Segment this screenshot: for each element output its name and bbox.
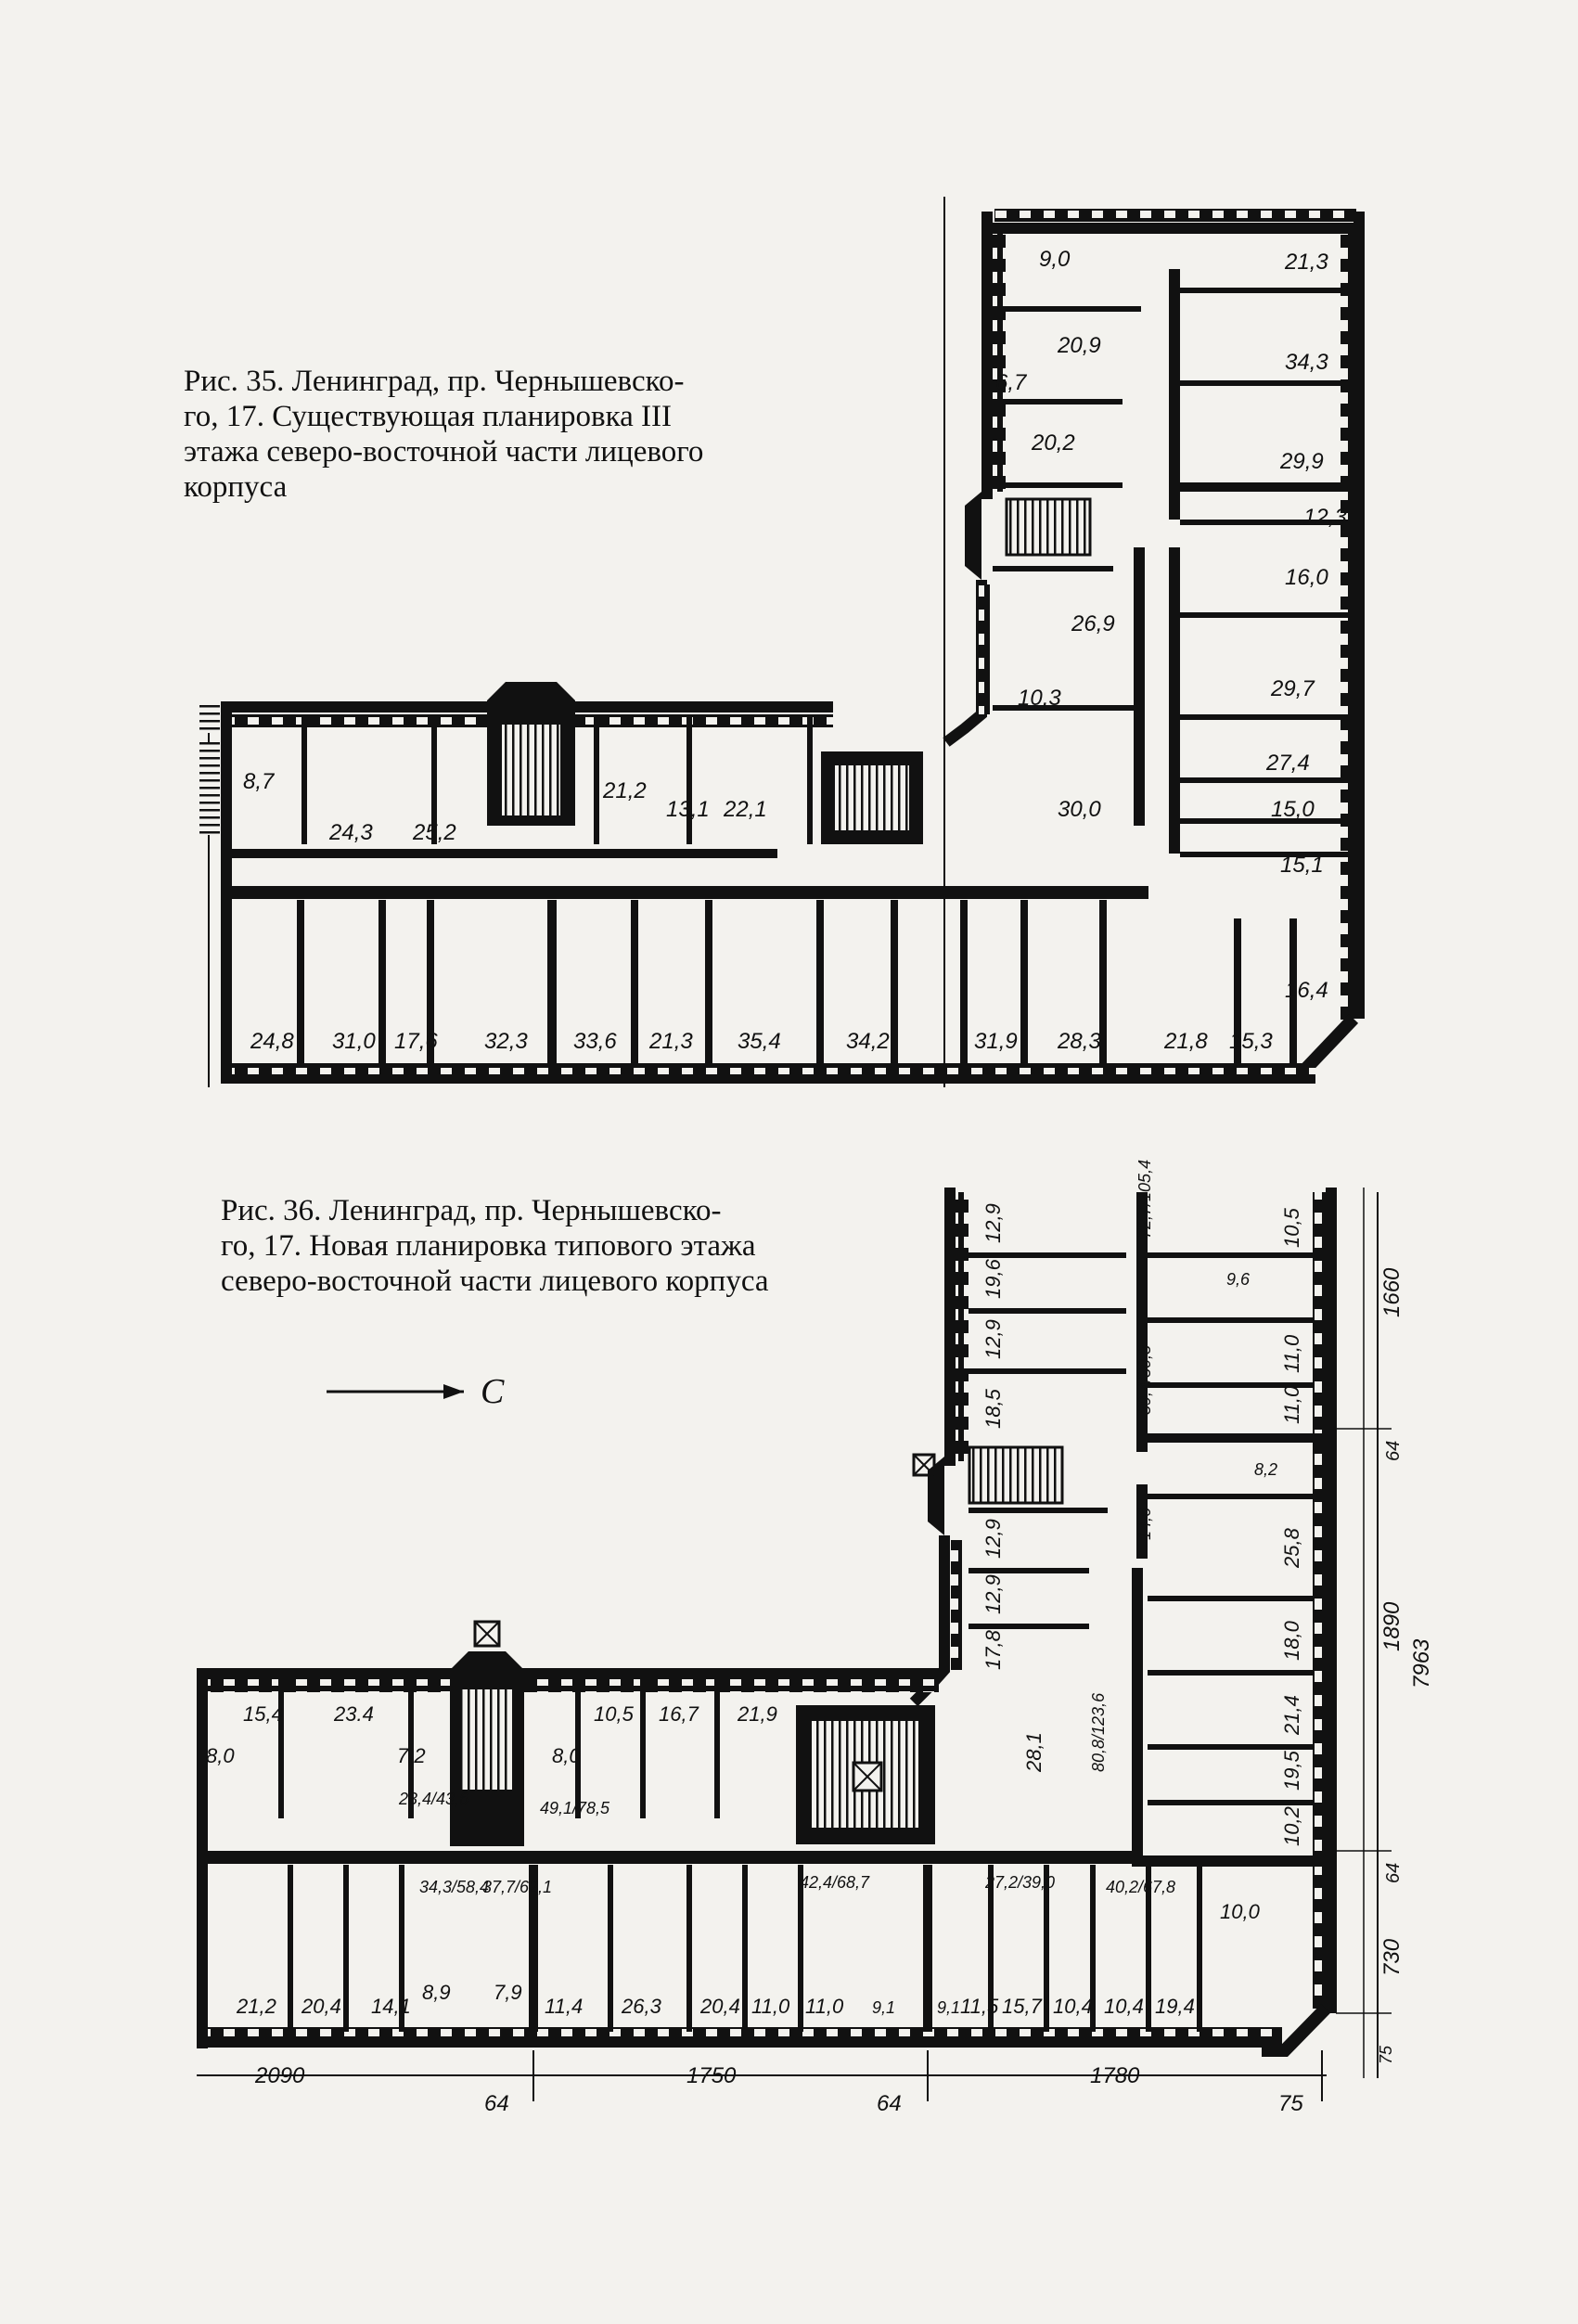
wall — [944, 1188, 956, 1466]
room-area-label: 10,4 — [1104, 1995, 1144, 2018]
dimension-label: 1660 — [1379, 1267, 1405, 1317]
window-strip — [197, 1679, 939, 1692]
dimension-label: 64 — [1383, 1440, 1404, 1461]
room-area-label: 15,3 — [1229, 1029, 1273, 1054]
room-area-label: 8,0 — [206, 1744, 235, 1767]
room-area-label: 31,0 — [332, 1029, 376, 1054]
dimension-label: 1750 — [686, 2063, 737, 2088]
wall — [993, 705, 1141, 711]
caption-line: этажа северо-восточной части лицевого — [184, 435, 704, 469]
room-area-label: 12,9 — [981, 1574, 1005, 1614]
room-area-label: 18,5 — [981, 1389, 1005, 1429]
wall — [1180, 380, 1354, 386]
room-area-label: 6,7 — [995, 370, 1027, 395]
room-area-label: 7,9 — [494, 1981, 522, 2004]
room-area-label: 21,3 — [649, 1029, 693, 1054]
room-area-label: 11,5 — [960, 1995, 999, 2018]
room-area-label: 29,9 — [1280, 449, 1324, 474]
wall — [1353, 212, 1365, 1019]
fraction-label: 27,2/39,0 — [985, 1873, 1056, 1892]
room-area-label: 13,1 — [666, 797, 710, 822]
room-area-label: 12,3 — [1303, 505, 1347, 530]
room-area-label: 20,4 — [700, 1995, 740, 2018]
room-area-label: 25,2 — [413, 820, 456, 845]
wall — [1132, 1568, 1143, 1865]
room-area-label: 11,0 — [1280, 1385, 1303, 1424]
window-strip — [993, 223, 1006, 492]
dimension-label: 64 — [877, 2091, 902, 2116]
room-area-label: 11,0 — [751, 1995, 790, 2018]
wall — [1132, 1855, 1327, 1867]
wall — [1134, 547, 1145, 826]
wall — [1169, 547, 1180, 854]
wall — [221, 849, 777, 858]
room-area-label: 24,3 — [329, 820, 373, 845]
facade-detail — [199, 742, 220, 835]
room-area-label: 19,4 — [1155, 1995, 1195, 2018]
staircase — [501, 724, 561, 816]
room-area-label: 10,2 — [1280, 1806, 1303, 1846]
wall — [993, 482, 1123, 488]
room-area-label: 15,0 — [1271, 797, 1315, 822]
room-area-label: 20,4 — [301, 1995, 341, 2018]
room-area-label: 31,9 — [974, 1029, 1018, 1054]
wall — [981, 212, 993, 499]
fraction-label: 49,1/78,5 — [540, 1799, 610, 1817]
room-area-label: 25,8 — [1280, 1528, 1303, 1568]
window-strip — [197, 2027, 1282, 2040]
stacked-label: 39,4/30,3 — [1135, 1344, 1154, 1415]
room-area-label: 21,2 — [237, 1995, 276, 2018]
room-area-label: 21,4 — [1280, 1695, 1303, 1735]
dimension-label: 1890 — [1379, 1601, 1405, 1651]
wall — [221, 886, 1148, 899]
room-area-label: 30,0 — [1058, 797, 1101, 822]
room-area-label: 21,2 — [603, 778, 647, 803]
room-area-label: 10,5 — [594, 1702, 634, 1726]
room-area-label: 11,4 — [545, 1995, 584, 2018]
room-area-label: 32,3 — [484, 1029, 528, 1054]
room-area-label: 35,4 — [738, 1029, 781, 1054]
room-area-label: 19,6 — [981, 1259, 1005, 1299]
compass-north-label: С — [481, 1372, 505, 1411]
room-labels-35 — [243, 247, 1347, 1054]
room-area-label: 10,4 — [1053, 1995, 1093, 2018]
room-area-label: 8,0 — [552, 1744, 581, 1767]
room-area-label: 21,8 — [1164, 1029, 1208, 1054]
compass-arrow — [327, 1372, 505, 1411]
wall — [1180, 612, 1354, 618]
room-area-label: 26,9 — [1071, 611, 1115, 636]
fraction-label: 40,2/67,8 — [1106, 1878, 1176, 1896]
room-area-label: 20,2 — [1032, 430, 1075, 456]
stair-bay — [965, 492, 981, 580]
staircase — [459, 1688, 515, 1791]
room-area-label: 22,1 — [724, 797, 767, 822]
dimension-label: 75 — [1377, 2045, 1395, 2064]
room-area-label: 10,5 — [1280, 1208, 1303, 1248]
wall — [1180, 818, 1354, 824]
wall — [1169, 269, 1180, 520]
wall — [1180, 714, 1354, 720]
wall — [1180, 777, 1354, 783]
window-strip — [951, 1540, 962, 1670]
stacked-label: 14,6 — [1135, 1507, 1154, 1540]
figure-35-plan — [199, 197, 1365, 1087]
figure-36-plan — [197, 1160, 1434, 2116]
wall — [197, 1851, 1134, 1864]
fraction-label: 42,4/68,7 — [800, 1873, 870, 1892]
dimension-label: 730 — [1379, 1938, 1405, 1976]
room-area-label: 23.4 — [334, 1702, 374, 1726]
room-area-label: 12,9 — [981, 1519, 1005, 1559]
window-strip — [994, 209, 1356, 222]
fraction-label: 37,7/62,1 — [482, 1878, 553, 1896]
stacked-label: 72,7/105,4 — [1135, 1159, 1154, 1239]
room-area-label: 24,8 — [250, 1029, 294, 1054]
room-area-label: 8,2 — [1254, 1460, 1278, 1479]
caption-line: Рис. 36. Ленинград, пр. Чернышевско- — [221, 1194, 722, 1227]
window-strip — [1341, 223, 1353, 1021]
room-area-label: 29,7 — [1271, 676, 1315, 701]
stair-bay — [928, 1457, 944, 1535]
caption-line: северо-восточной части лицевого корпуса — [221, 1265, 769, 1298]
window-strip — [979, 584, 990, 714]
room-area-label: 18,0 — [1280, 1621, 1303, 1661]
wall — [993, 566, 1113, 571]
window-strip — [1313, 1192, 1326, 2009]
wall — [1326, 1188, 1337, 2013]
wall — [221, 1074, 1315, 1084]
room-area-label: 16,7 — [659, 1702, 699, 1726]
staircase — [1007, 499, 1090, 555]
room-area-label: 17,8 — [981, 1630, 1005, 1670]
wall — [1136, 1433, 1327, 1443]
dimension-lines — [197, 1188, 1392, 2101]
dimension-label: 64 — [1383, 1862, 1404, 1883]
window-strip — [956, 1192, 969, 1461]
horizontal-labels-36 — [206, 1270, 1277, 2018]
room-area-label: 11,0 — [1280, 1334, 1303, 1373]
room-area-label: 8,7 — [243, 769, 275, 794]
room-area-label: 28,3 — [1058, 1029, 1101, 1054]
dimension-label: 1780 — [1090, 2063, 1140, 2088]
room-area-label: 15,7 — [1002, 1995, 1042, 2018]
dimension-label: 2090 — [255, 2063, 305, 2088]
wall — [1180, 288, 1354, 293]
room-area-label: 10,3 — [1018, 686, 1061, 711]
room-area-label: 27,4 — [1266, 751, 1310, 776]
staircase — [969, 1447, 1062, 1503]
room-area-label: 11,0 — [805, 1995, 844, 2018]
room-area-label: 14,1 — [371, 1995, 411, 2018]
wall — [993, 306, 1141, 312]
room-area-label: 26,3 — [622, 1995, 661, 2018]
room-area-label: 8,9 — [422, 1981, 451, 2004]
wall — [1180, 482, 1354, 492]
dimension-label: 75 — [1278, 2091, 1303, 2116]
caption-line: го, 17. Новая планировка типового этажа — [221, 1229, 756, 1263]
room-area-label: 16,0 — [1285, 565, 1328, 590]
room-area-label: 16,4 — [1285, 978, 1328, 1003]
fraction-label: 23,4/43,6 — [399, 1790, 469, 1808]
room-area-label: 15,1 — [1280, 853, 1324, 878]
caption-line: Рис. 35. Ленинград, пр. Чернышевско- — [184, 365, 685, 398]
wall — [197, 1668, 939, 1679]
stacked-label: 80,8/123,6 — [1089, 1692, 1108, 1772]
room-area-label: 19,5 — [1280, 1751, 1303, 1791]
room-area-label: 17,6 — [394, 1029, 438, 1054]
fraction-label: 34,3/58,4 — [419, 1878, 490, 1896]
partitions-bottom — [297, 900, 1297, 1067]
room-area-label: 9,1 — [937, 1998, 961, 2017]
room-area-label: 34,2 — [846, 1029, 890, 1054]
room-area-label: 15,4 — [243, 1702, 283, 1726]
dimension-label: 64 — [484, 2091, 509, 2116]
caption-line: го, 17. Существующая планировка III — [184, 400, 673, 433]
wall — [1180, 852, 1354, 857]
facade-detail — [199, 705, 220, 733]
room-area-label: 7,2 — [397, 1744, 426, 1767]
room-area-label: 21,3 — [1285, 250, 1328, 275]
room-area-label: 21,9 — [738, 1702, 777, 1726]
room-area-label: 9,0 — [1039, 247, 1071, 272]
room-area-label: 12,9 — [981, 1319, 1005, 1359]
wall — [197, 2038, 1282, 2048]
room-area-label: 33,6 — [573, 1029, 617, 1054]
room-area-label: 28,1 — [1022, 1732, 1046, 1772]
wall — [981, 223, 1355, 234]
staircase — [835, 765, 909, 830]
room-area-label: 9,6 — [1226, 1270, 1251, 1289]
room-area-label: 12,9 — [981, 1203, 1005, 1243]
wall — [993, 399, 1123, 404]
room-area-label: 9,1 — [872, 1998, 896, 2017]
wall — [946, 580, 981, 742]
dimension-label: 7963 — [1409, 1638, 1434, 1688]
room-area-label: 10,0 — [1220, 1900, 1260, 1923]
room-area-label: 20,9 — [1058, 333, 1101, 358]
room-area-label: 34,3 — [1285, 350, 1328, 375]
caption-line: корпуса — [184, 470, 288, 504]
